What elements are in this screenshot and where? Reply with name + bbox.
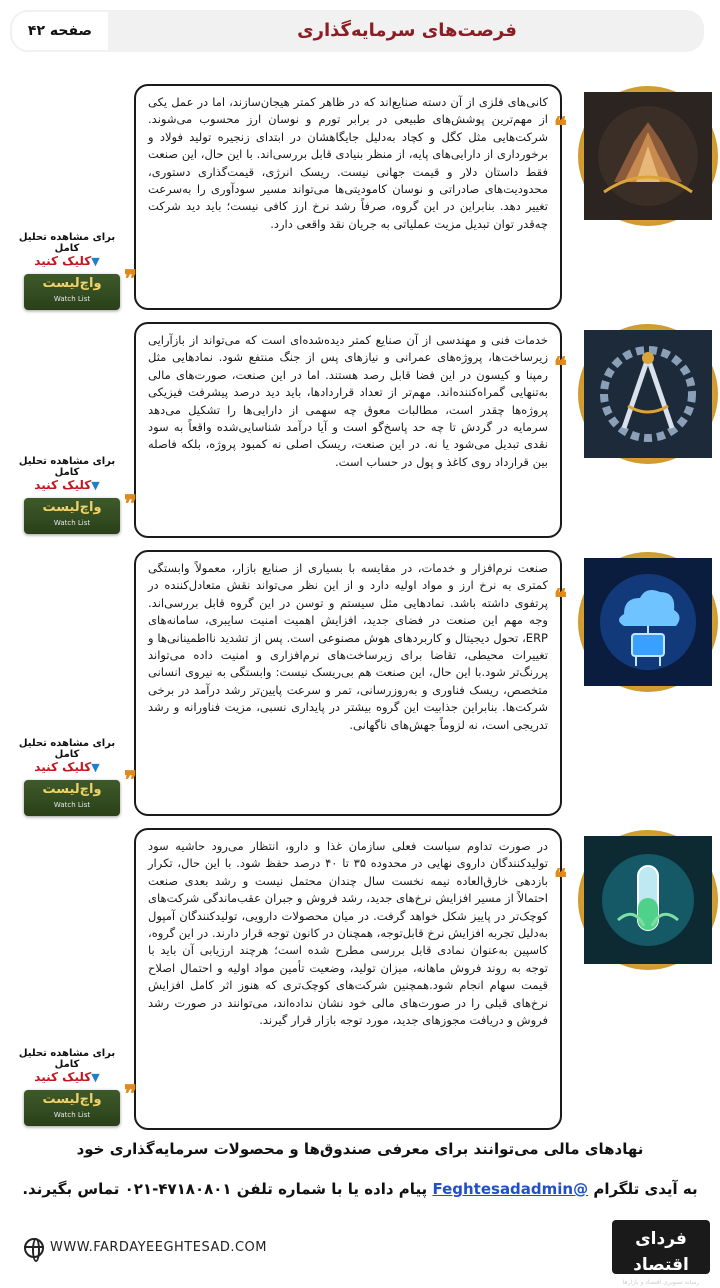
page-number: صفحه ۴۲: [10, 10, 110, 52]
quote-close-icon: ❞: [124, 489, 137, 518]
click-link[interactable]: ▼کلیک کنید: [34, 478, 100, 492]
page-title: فرصت‌های سرمایه‌گذاری: [297, 20, 517, 41]
side-label: برای مشاهده تحلیل کامل: [18, 1048, 116, 1070]
watchlist-button[interactable]: واچ‌لیست Watch List: [24, 274, 120, 310]
quote-open-icon: ❝: [554, 351, 567, 380]
footer-bar: [10, 1232, 610, 1262]
metals-illustration: [578, 86, 718, 226]
brand-logo: فردای اقتصاد رسانه تصویری اقتصاد و بازارها: [612, 1220, 710, 1274]
article-text: کانی‌های فلزی از آن دسته صنایع‌اند که در ظاهر کمتر هیجان‌سازند، اما در عمل یکی از مهم‌ترین پوشش‌های طبیعی در برابر تورم و نوسان ارز محسوب می‌شوند. شرکت‌هایی مثل کگل و کچاد به‌دلیل جایگاهشان در ابتدای زنجیره تولید فولاد و برخورداری از دارایی‌های پایه، از منظر بنیادی قابل بررسی‌اند. با این حال، این صنعت فقط داستان دلار و قیمت جهانی نیست. ریسک انرژی، قیمت‌گذاری دستوری، محدودیت‌های صادراتی و نوسان کامودیتی‌ها می‌تواند مسیر سودآوری را به‌سرعت تغییر دهد. بنابراین در این گروه، صرفاً رشد نرخ ارز کافی نیست؛ باید دید شرکت چه‌قدر توان تبدیل مزیت عملیاتی به جریان نقد واقعی دارد.: [148, 95, 548, 231]
click-link[interactable]: ▼کلیک کنید: [34, 1070, 100, 1084]
quote-open-icon: ❝: [554, 583, 567, 612]
article-text-box: [134, 322, 562, 538]
article-card: [0, 322, 720, 538]
side-label: برای مشاهده تحلیل کامل: [18, 738, 116, 760]
pharma-illustration: [578, 830, 718, 970]
telegram-handle-link[interactable]: @Feghtesadadmin: [432, 1180, 589, 1198]
down-triangle-icon: ▼: [91, 761, 100, 774]
article-card: [0, 550, 720, 816]
quote-open-icon: ❝: [554, 111, 567, 140]
quote-close-icon: ❞: [124, 264, 137, 293]
footer-text: نهادهای مالی می‌توانند برای معرفی صندوق‌ها و محصولات سرمایه‌گذاری خود: [76, 1140, 644, 1158]
down-triangle-icon: ▼: [91, 1071, 100, 1084]
side-label: برای مشاهده تحلیل کامل: [18, 456, 116, 478]
article-text-box: [134, 550, 562, 816]
click-link[interactable]: ▼کلیک کنید: [34, 254, 100, 268]
side-label: برای مشاهده تحلیل کامل: [18, 232, 116, 254]
quote-close-icon: ❞: [124, 765, 137, 794]
globe-icon: [24, 1238, 44, 1258]
footer-contact: به آیدی تلگرام @Feghtesadadmin پیام داده یا با شماره تلفن ۴۷۱۸۰۸۰۱-۰۲۱ تماس بگیرند.: [22, 1180, 698, 1198]
engineering-illustration: [578, 324, 718, 464]
down-triangle-icon: ▼: [91, 255, 100, 268]
click-link[interactable]: ▼کلیک کنید: [34, 760, 100, 774]
article-text-box: [134, 84, 562, 310]
article-text: خدمات فنی و مهندسی از آن صنایع کمتر دیده‌شده‌ای است که می‌تواند از بازآرایی زیرساخت‌ها، پروژه‌های عمرانی و نیازهای پس از جنگ منتفع شود. نمادهایی مثل رمپنا و کیسون در این فضا قابل رصد هستند. اما در این صنعت، صورت‌های مالی به‌تنهایی گمراه‌کننده‌اند. مهم‌تر از تعداد قراردادها، باید دید درصد پیشرفت فیزیکی پروژه‌ها چقدر است، مطالبات معوق چه سهمی از دارایی‌ها را تشکیل می‌دهد سرمایه در گردش تا چه حد پاسخ‌گو است و آیا درآمد شناسایی‌شده واقعاً به سود نقدی تبدیل می‌شود یا نه. در این صنعت، ریسک اصلی نه کمبود پروژه، بلکه فاصله بین قرارداد روی کاغذ و پول در حساب است.: [148, 333, 548, 469]
quote-open-icon: ❝: [554, 863, 567, 892]
article-text-box: [134, 828, 562, 1130]
page-header: [10, 10, 704, 52]
article-card: [0, 84, 720, 310]
watchlist-button[interactable]: واچ‌لیست Watch List: [24, 498, 120, 534]
article-card: [0, 828, 720, 1130]
down-triangle-icon: ▼: [91, 479, 100, 492]
website-link[interactable]: WWW.FARDAYEEGHTESAD.COM: [50, 1240, 268, 1255]
watchlist-button[interactable]: واچ‌لیست Watch List: [24, 1090, 120, 1126]
software-illustration: [578, 552, 718, 692]
quote-close-icon: ❞: [124, 1079, 137, 1108]
watchlist-button[interactable]: واچ‌لیست Watch List: [24, 780, 120, 816]
article-text: صنعت نرم‌افزار و خدمات، در مقایسه با بسیاری از صنایع بازار، معمولاً وابستگی کمتری به نرخ ارز و مواد اولیه دارد و از این نظر می‌تواند نقش متعادل‌کننده در پرتفوی داشته باشد. نمادهایی مثل سیستم و توسن در این گروه قابل بررسی‌اند. وجه مهم این صنعت در فضای جدید، افزایش اهمیت امنیت سایبری، سامانه‌های ERP، تحول دیجیتال و کاربردهای هوش مصنوعی است. پس از تشدید نااطمینانی‌ها و تغییرات محیطی، تقاضا برای زیرساخت‌های نرم‌افزاری و امنیت داده می‌تواند پررنگ‌تر شود.با این حال، این صنعت هم بی‌ریسک نیست: وابستگی به نیروی انسانی متخصص، ریسک فناوری و به‌روزرسانی، تمر و سرعت پایین‌تر رشد درآمد در برخی شرکت‌ها. بنابراین جذابیت این گروه بیشتر در پایداری نسبی، مزیت فناورانه و رشد تدریجی است، نه لزوماً جهش‌های ناگهانی.: [148, 561, 548, 732]
article-text: در صورت تداوم سیاست فعلی سازمان غذا و دارو، انتظار می‌رود حاشیه سود تولیدکنندگان داروی نهایی در محدوده ۳۵ تا ۴۰ درصد حفظ شود. با این حال، تکرار بازدهی خارق‌العاده نیمه نخست سال چندان محتمل نیست و رشد بعدی صنعت احتمالاً از مسیر افزایش نرخ‌های جدید، رشد فروش و جبران عقب‌ماندگی شرکت‌های کوچک‌تر در پاییز شکل خواهد گرفت. در میان محصولات دارویی، تولیدکنندگان آمپول به‌دلیل تجربه افزایش نرخ قابل‌توجه، همچنان در کانون توجه قرار دارند. در این گروه، کاسپین به‌عنوان نمادی قابل بررسی مطرح شده است؛ هرچند ارزیابی آن باید با توجه به روند فروش ماهانه، میزان تولید، وضعیت تأمین مواد اولیه و احتمال اصلاح قیمت سهام انجام شود.همچنین شرکت‌های کوچک‌تری که هنوز اثر کامل افزایش نرخ‌های قبلی را در صورت‌های مالی خود نشان نداده‌اند، می‌توانند در صورت رشد فروش و دریافت مجوزهای جدید، مورد توجه بازار قرار گیرند.: [148, 839, 548, 1028]
